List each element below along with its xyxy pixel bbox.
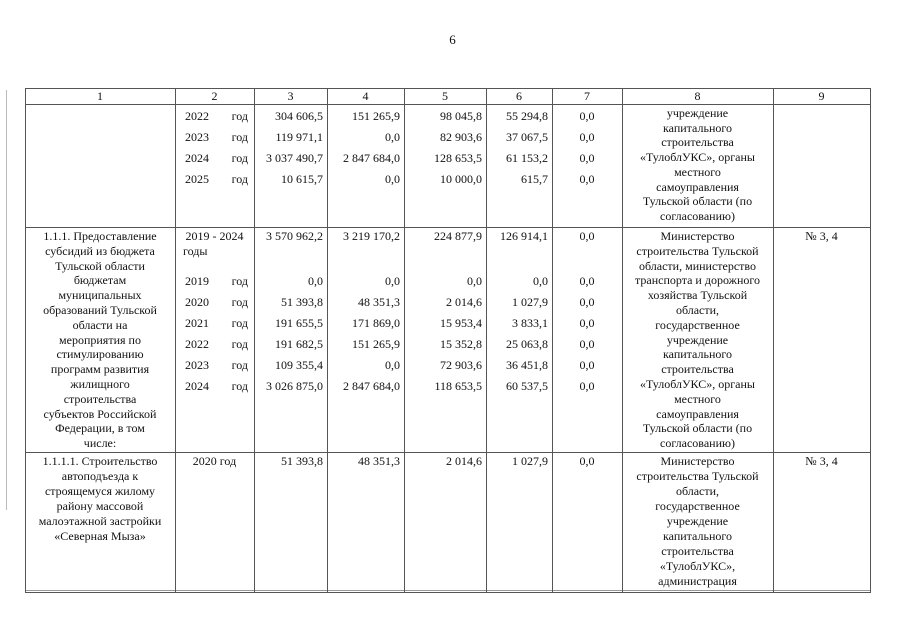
b0-row-c4: 151 265,9	[352, 109, 400, 123]
b1-period-unit: годы	[183, 244, 208, 258]
b1-row-year-unit: год	[231, 316, 248, 330]
b0-executor-line: Тульской области (по	[642, 194, 753, 209]
b1-row-year: 2024	[185, 379, 209, 393]
b2-executor-line: области,	[675, 484, 720, 498]
b1-row-c6: 0,0	[533, 274, 548, 288]
b1-row-c4: 0,0	[385, 358, 400, 372]
b1-name-line: субсидий из бюджета	[45, 243, 155, 258]
header-cell: 2	[211, 89, 218, 103]
b2-executor-line: государственное	[655, 499, 740, 513]
b1-executor-line: транспорта и дорожного	[634, 273, 760, 288]
b0-row-c7: 0,0	[579, 130, 595, 144]
b1-row-year: 2020	[185, 295, 209, 309]
b1-name-line: числе:	[83, 436, 117, 451]
b1-row-year-unit: год	[231, 379, 248, 393]
b1-row-c3: 191 682,5	[275, 337, 323, 351]
b1-name-line: 1.1.1. Предоставление	[43, 229, 157, 243]
b1-name-line: стимулированию	[56, 347, 144, 362]
b1-executor-line: строительства	[661, 362, 734, 377]
b1-executor-line: хозяйства Тульской	[647, 288, 748, 303]
table-hline	[25, 104, 871, 105]
b1-executor-line: Министерство	[660, 229, 735, 243]
b0-row-c3: 304 606,5	[275, 109, 323, 123]
b1-total-c4: 3 219 170,2	[343, 229, 400, 243]
b0-executor-line: местного	[674, 164, 721, 179]
b0-executor-line: самоуправления	[656, 179, 739, 194]
b1-name-line: мероприятия по	[59, 332, 141, 347]
b0-row-c3: 10 615,7	[281, 172, 323, 186]
b0-row-c5: 128 653,5	[434, 151, 482, 165]
header-cell: 8	[694, 89, 701, 103]
header-cell: 4	[362, 89, 369, 103]
b2-period: 2020 год	[192, 454, 237, 468]
table-hline	[25, 592, 871, 593]
b1-row-c6: 60 537,5	[506, 379, 548, 393]
b1-executor-line: местного	[674, 391, 721, 406]
header-cell: 1	[97, 89, 103, 103]
b1-name-line: муниципальных	[58, 288, 142, 303]
header-cell: 3	[287, 89, 294, 103]
b2-executor-line: Министерство	[660, 454, 735, 468]
b2-executor-line: «ТулоблУКС»,	[659, 559, 736, 573]
b1-name-line: Тульской области	[55, 258, 145, 273]
table-vline	[870, 88, 871, 592]
b0-row-year-unit: год	[231, 151, 248, 165]
b1-executor-line: государственное	[655, 317, 740, 332]
b0-row-year: 2023	[185, 130, 209, 144]
b0-executor-line: учреждение	[666, 106, 729, 120]
b1-name-line: бюджетам	[73, 273, 127, 288]
b1-row-c5: 118 653,5	[434, 379, 482, 393]
b0-row-c4: 0,0	[385, 172, 400, 186]
b0-row-c4: 0,0	[385, 130, 400, 144]
b1-row-c3: 51 393,8	[281, 295, 323, 309]
table-vline	[773, 88, 774, 592]
b1-executor-line: строительства Тульской	[636, 243, 759, 258]
b1-total-c7: 0,0	[579, 229, 595, 243]
b2-executor-line: строительства	[661, 544, 734, 558]
b1-name-line: области на	[72, 317, 128, 332]
b1-executor-line: области, министерство	[638, 258, 757, 273]
b1-row-year: 2023	[185, 358, 209, 372]
b1-total-c6: 126 914,1	[500, 229, 548, 243]
b1-row-c7: 0,0	[579, 337, 595, 351]
b0-row-c5: 10 000,0	[440, 172, 482, 186]
b0-row-c7: 0,0	[579, 151, 595, 165]
b1-row-c5: 15 352,8	[440, 337, 482, 351]
b1-row-year-unit: год	[231, 337, 248, 351]
b1-row-c6: 36 451,8	[506, 358, 548, 372]
b1-total-c3: 3 570 962,2	[266, 229, 323, 243]
b0-row-c6: 55 294,8	[506, 109, 548, 123]
b2-total-c7: 0,0	[579, 454, 595, 468]
b0-row-c6: 615,7	[521, 172, 548, 186]
b0-row-c4: 2 847 684,0	[343, 151, 400, 165]
b2-indicator: № 3, 4	[805, 454, 838, 468]
b2-total-c4: 48 351,3	[358, 454, 400, 468]
b1-name-line: Федерации, в том	[55, 421, 145, 436]
b1-row-c3: 109 355,4	[275, 358, 323, 372]
b1-name-line: образований Тульской	[43, 303, 157, 317]
b0-row-c3: 119 971,1	[275, 130, 323, 144]
b0-row-year: 2025	[185, 172, 209, 186]
b1-row-year-unit: год	[231, 274, 248, 288]
b1-row-c4: 48 351,3	[358, 295, 400, 309]
b1-row-c6: 3 833,1	[512, 316, 548, 330]
b1-row-c6: 1 027,9	[512, 295, 548, 309]
table-hline	[25, 227, 871, 228]
b2-executor-line: администрация	[658, 574, 737, 588]
b1-row-c7: 0,0	[579, 379, 595, 393]
b2-name-line: строящемуся жилому	[44, 484, 156, 498]
b1-row-c4: 151 265,9	[352, 337, 400, 351]
b0-row-c5: 82 903,6	[440, 130, 482, 144]
margin-mark	[6, 90, 7, 510]
b1-executor-line: области,	[675, 303, 720, 317]
b2-name-line: «Северная Мыза»	[54, 529, 146, 543]
b1-row-c5: 0,0	[467, 274, 482, 288]
b1-period: 2019 - 2024	[185, 229, 244, 243]
b1-row-c4: 2 847 684,0	[343, 379, 400, 393]
b2-executor-line: капитального	[663, 529, 732, 543]
b1-row-c5: 2 014,6	[446, 295, 482, 309]
b0-row-year-unit: год	[231, 130, 248, 144]
b1-name-line: строительства	[63, 391, 137, 406]
b1-name-line: субъектов Российской	[43, 406, 157, 421]
b1-name-line: программ развития	[50, 362, 150, 377]
b1-row-year: 2022	[185, 337, 209, 351]
b1-row-year: 2021	[185, 316, 209, 330]
b2-name-line: району массовой	[56, 499, 144, 513]
b1-row-c4: 171 869,0	[352, 316, 400, 330]
b1-row-c7: 0,0	[579, 358, 595, 372]
b0-row-c7: 0,0	[579, 109, 595, 123]
b1-row-c4: 0,0	[385, 274, 400, 288]
b0-row-c7: 0,0	[579, 172, 595, 186]
b0-executor-line: «ТулоблУКС», органы	[640, 150, 755, 165]
b0-row-year-unit: год	[231, 172, 248, 186]
b0-row-c6: 61 153,2	[506, 151, 548, 165]
b1-row-c5: 72 903,6	[440, 358, 482, 372]
b2-total-c6: 1 027,9	[512, 454, 548, 468]
header-cell: 9	[818, 89, 825, 103]
b0-row-year: 2024	[185, 151, 209, 165]
b2-name-line: автоподъезда к	[61, 469, 139, 483]
b1-row-c3: 191 655,5	[275, 316, 323, 330]
b2-executor-line: строительства Тульской	[636, 469, 759, 483]
b2-total-c3: 51 393,8	[281, 454, 323, 468]
b0-executor-line: строительства	[661, 135, 734, 150]
b1-indicator: № 3, 4	[805, 229, 838, 243]
header-cell: 5	[442, 89, 448, 103]
b1-row-year-unit: год	[231, 358, 248, 372]
b1-executor-line: согласованию)	[660, 436, 735, 451]
b0-row-c3: 3 037 490,7	[266, 151, 323, 165]
b1-row-year-unit: год	[231, 295, 248, 309]
b1-row-year: 2019	[185, 274, 209, 288]
b0-row-year-unit: год	[231, 109, 248, 123]
b1-executor-line: капитального	[663, 347, 732, 362]
b1-row-c3: 0,0	[308, 274, 323, 288]
b2-total-c5: 2 014,6	[446, 454, 482, 468]
b1-executor-line: самоуправления	[656, 406, 739, 421]
b0-row-c6: 37 067,5	[506, 130, 548, 144]
b1-row-c7: 0,0	[579, 316, 595, 330]
b1-row-c3: 3 026 875,0	[266, 379, 323, 393]
b0-row-year: 2022	[185, 109, 209, 123]
b1-name-line: жилищного	[70, 377, 130, 391]
b1-row-c6: 25 063,8	[506, 337, 548, 351]
b1-row-c5: 15 953,4	[440, 316, 482, 330]
b1-executor-line: Тульской области (по	[642, 421, 753, 436]
table-hline	[25, 590, 871, 591]
b1-executor-line: учреждение	[666, 332, 729, 347]
b2-name-line: малоэтажной застройки	[38, 514, 162, 528]
b0-executor-line: согласованию)	[660, 208, 735, 223]
b2-executor-line: учреждение	[666, 514, 729, 528]
b1-row-c7: 0,0	[579, 295, 595, 309]
b0-executor-line: капитального	[663, 120, 732, 135]
header-cell: 6	[516, 89, 522, 103]
b1-row-c7: 0,0	[579, 274, 595, 288]
table-hline	[25, 452, 871, 453]
b2-name-line: 1.1.1.1. Строительство	[42, 454, 158, 468]
b1-total-c5: 224 877,9	[434, 229, 482, 243]
b1-executor-line: «ТулоблУКС», органы	[640, 377, 755, 391]
b0-row-c5: 98 045,8	[440, 109, 482, 123]
page-number: 6	[449, 32, 456, 47]
header-cell: 7	[584, 89, 590, 103]
